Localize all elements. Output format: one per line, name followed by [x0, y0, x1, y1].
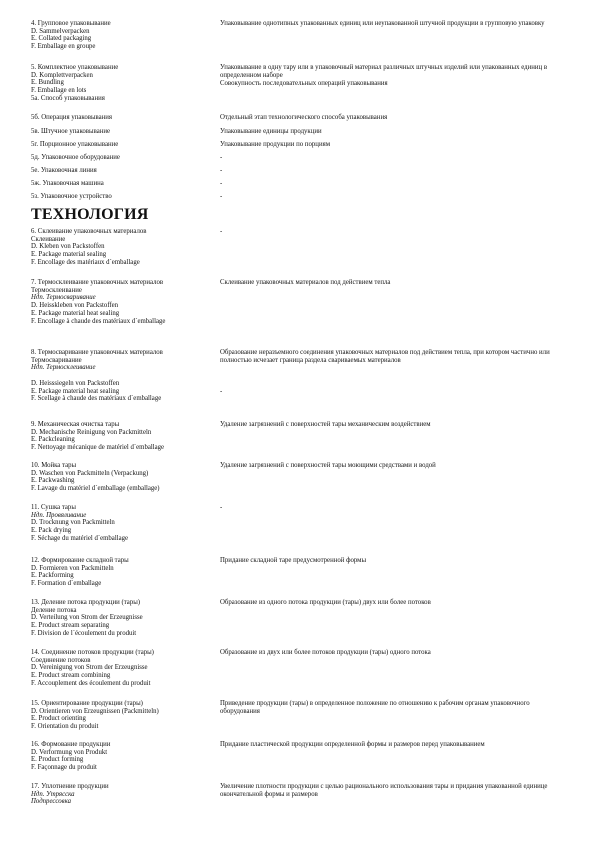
term-translation: F. Lavage du matériel d´emballage (emballage) [31, 485, 160, 493]
term-definition: Отдельный этап технологического способа упаковывания [220, 114, 388, 121]
term-translation: F. Façonnage du produit [31, 764, 97, 772]
term-translation: E. Bundling [31, 79, 64, 87]
term-definition: Придание пластической продукции определенной формы и размеров перед упаковыванием [220, 741, 485, 748]
term-column [31, 228, 211, 267]
term-definition: Склеивание упаковочных материалов под действием тепла [220, 279, 391, 286]
term-column [31, 462, 211, 493]
term-title: 5. Комплектное упаковывание [31, 64, 119, 71]
term-title: 12. Формирование складной тары [31, 557, 129, 564]
term-title: 9. Механическая очистка тары [31, 421, 120, 428]
term-column [31, 20, 211, 51]
term-title: 5ж. Упаковочная машина [31, 180, 104, 187]
term-definition: - [220, 167, 223, 174]
term-not-recommended: Ндп. Термосваривание [31, 294, 96, 302]
term-definition: Упаковывание единицы продукции [220, 128, 322, 135]
term-short-form: Склеивание [31, 235, 66, 243]
term-translation: E. Product forming [31, 756, 84, 764]
term-translation: D. Trocknung von Packmitteln [31, 519, 115, 527]
term-column [31, 279, 211, 325]
term-translation: F. Nettoyage mécanique de matériel d´emballage [31, 444, 165, 452]
term-translation: F. Encollage des matériaux d´emballage [31, 258, 140, 266]
term-title: 5в. Штучное упаковывание [31, 128, 111, 135]
term-definition: Упаковывание продукции по порциям [220, 141, 331, 148]
term-title: 14. Соединение потоков продукции (тары) [31, 649, 154, 656]
term-title: 6. Склеивание упаковочных материалов [31, 228, 147, 235]
term-translation: D. Formieren von Packmitteln [31, 564, 114, 572]
term-translation: F. Orientation du produit [31, 723, 99, 731]
term-short-form: Термосклеивание [31, 286, 82, 294]
term-translation: D. Vereinigung von Strom der Erzeugnisse [31, 664, 148, 672]
term-translation: E. Package material heat sealing [31, 387, 120, 395]
term-definition: Упаковывание однотипных упакованных единиц или неупакованной штучной продукции в групповую упаковку [220, 20, 545, 27]
term-title: 17. Уплотнение продукции [31, 783, 109, 790]
term-translation: D. Kleben von Packstoffen [31, 243, 105, 251]
term-definition: Удаление загрязнений с поверхностей тары моющими средствами и водой [220, 462, 436, 469]
term-not-recommended: Подпрессовка [31, 798, 72, 806]
term-title: 5д. Упаковочное оборудование [31, 154, 120, 161]
term-column [31, 349, 211, 403]
term-column [31, 700, 211, 731]
spacer [31, 372, 211, 380]
term-definition: Совокупность последовательных операций упаковывания [220, 80, 388, 87]
term-translation: F. Séchage du matériel d´emballage [31, 534, 129, 542]
term-title: 10. Мойка тары [31, 462, 77, 469]
term-translation: D. Komplettverpacken [31, 71, 93, 79]
term-definition: Приведение продукции (тары) в определенное положение по отношению к рабочим органам упаковочного оборудования [220, 700, 530, 715]
term-translation: F. Accouplement des écoulement du produit [31, 679, 151, 687]
term-title: 5з. Упаковочное устройство [31, 193, 112, 200]
term-translation: D. Waschen von Packmitteln (Verpackung) [31, 469, 149, 477]
term-title: 5б. Операция упаковывания [31, 114, 113, 121]
term-title: 4. Групповое упаковывание [31, 20, 111, 27]
term-title: 7. Термосклеивание упаковочных материалов [31, 279, 164, 286]
section-heading: ТЕХНОЛОГИЯ [31, 206, 149, 223]
term-not-recommended: Ндп. Утрясска [31, 790, 75, 798]
term-definition: Образование из одного потока продукции (тары) двух или более потоков [220, 599, 431, 606]
term-column [31, 64, 211, 103]
term-definition: - [220, 504, 223, 511]
term-translation: E. Package material heat sealing [31, 309, 120, 317]
term-definition: Образование неразъемного соединения упаковочных материалов под действием тепла, при котором частично или полностью исчезает граница раздела свариваемых материалов [220, 349, 550, 364]
term-translation: F. Encollage à chaude des matériaux d´emballage [31, 317, 166, 325]
term-short-form: Термосваривание [31, 356, 82, 364]
term-short-form: Деление потока [31, 606, 77, 614]
term-translation: F. Emballage en groupe [31, 43, 96, 51]
term-translation: E. Packwashing [31, 477, 75, 485]
term-translation: E. Pack drying [31, 527, 72, 535]
term-translation: F. Emballage en lots [31, 87, 87, 95]
term-column [31, 741, 211, 772]
term-column [31, 557, 211, 588]
term-title: 5е. Упаковочная линия [31, 167, 97, 174]
term-definition: Увеличение плотности продукции с целью рационального использования тары и придания упакованной единице окончательной формы и размеров [220, 783, 548, 798]
term-definition: Образование из двух или более потоков продукции (тары) одного потока [220, 649, 431, 656]
term-definition: - [220, 180, 223, 187]
term-title: 5а. Способ упаковывания [31, 94, 105, 102]
term-translation: D. Verteilung von Strom der Erzeugnisse [31, 614, 143, 622]
term-translation: D. Orientieren von Erzeugnissen (Packmitteln) [31, 707, 159, 715]
term-translation: D. Verformung von Produkt [31, 748, 108, 756]
term-translation: E. Packforming [31, 572, 74, 580]
term-short-form: Соединение потоков [31, 656, 91, 664]
term-translation: F. Formation d´emballage [31, 580, 102, 588]
term-translation: F. Division de l´écoulement du produit [31, 629, 137, 637]
term-translation: D. Sammelverpacken [31, 27, 90, 35]
term-not-recommended: Ндп. Термосклеивание [31, 364, 96, 372]
term-not-recommended: Ндп. Провяливание [31, 511, 87, 519]
term-title: 16. Формование продукции [31, 741, 111, 748]
term-definition-dash: - [220, 388, 223, 395]
term-translation: E. Product orienting [31, 715, 86, 723]
term-translation: E. Product stream combining [31, 672, 111, 680]
term-definition: - [220, 193, 223, 200]
term-column [31, 504, 211, 543]
term-title: 11. Сушка тары [31, 504, 76, 511]
term-column [31, 421, 211, 452]
term-definition: Упаковывание в одну тару или в упаковочный материал различных штучных изделий или упакованных единиц в определенном наборе [220, 64, 548, 79]
term-definition: Придание складной таре предусмотренной формы [220, 557, 367, 564]
term-translation: E. Packcleaning [31, 436, 75, 444]
term-definition: - [220, 228, 223, 235]
term-definition: - [220, 154, 223, 161]
term-translation: E. Collated packaging [31, 35, 92, 43]
term-translation: D. Heisskleben von Packstoffen [31, 302, 119, 310]
term-translation: E. Package material sealing [31, 251, 107, 259]
term-translation: E. Product stream separating [31, 622, 110, 630]
term-title: 13. Деление потока продукции (тары) [31, 599, 141, 606]
term-translation: D. Heisssiegeln von Packstoffen [31, 379, 120, 387]
term-title: 15. Ориентирование продукции (тары) [31, 700, 143, 707]
term-title: 5г. Порционное упаковывание [31, 141, 119, 148]
term-column [31, 649, 211, 688]
term-translation: D. Mechanische Reinigung von Packmitteln [31, 428, 152, 436]
term-column [31, 783, 211, 806]
term-definition: Удаление загрязнений с поверхностей тары механическим воздействием [220, 421, 431, 428]
term-column [31, 599, 211, 638]
term-translation: F. Scellage à chaude des matériaux d´emballage [31, 395, 162, 403]
term-title: 8. Термосваривание упаковочных материалов [31, 349, 163, 356]
